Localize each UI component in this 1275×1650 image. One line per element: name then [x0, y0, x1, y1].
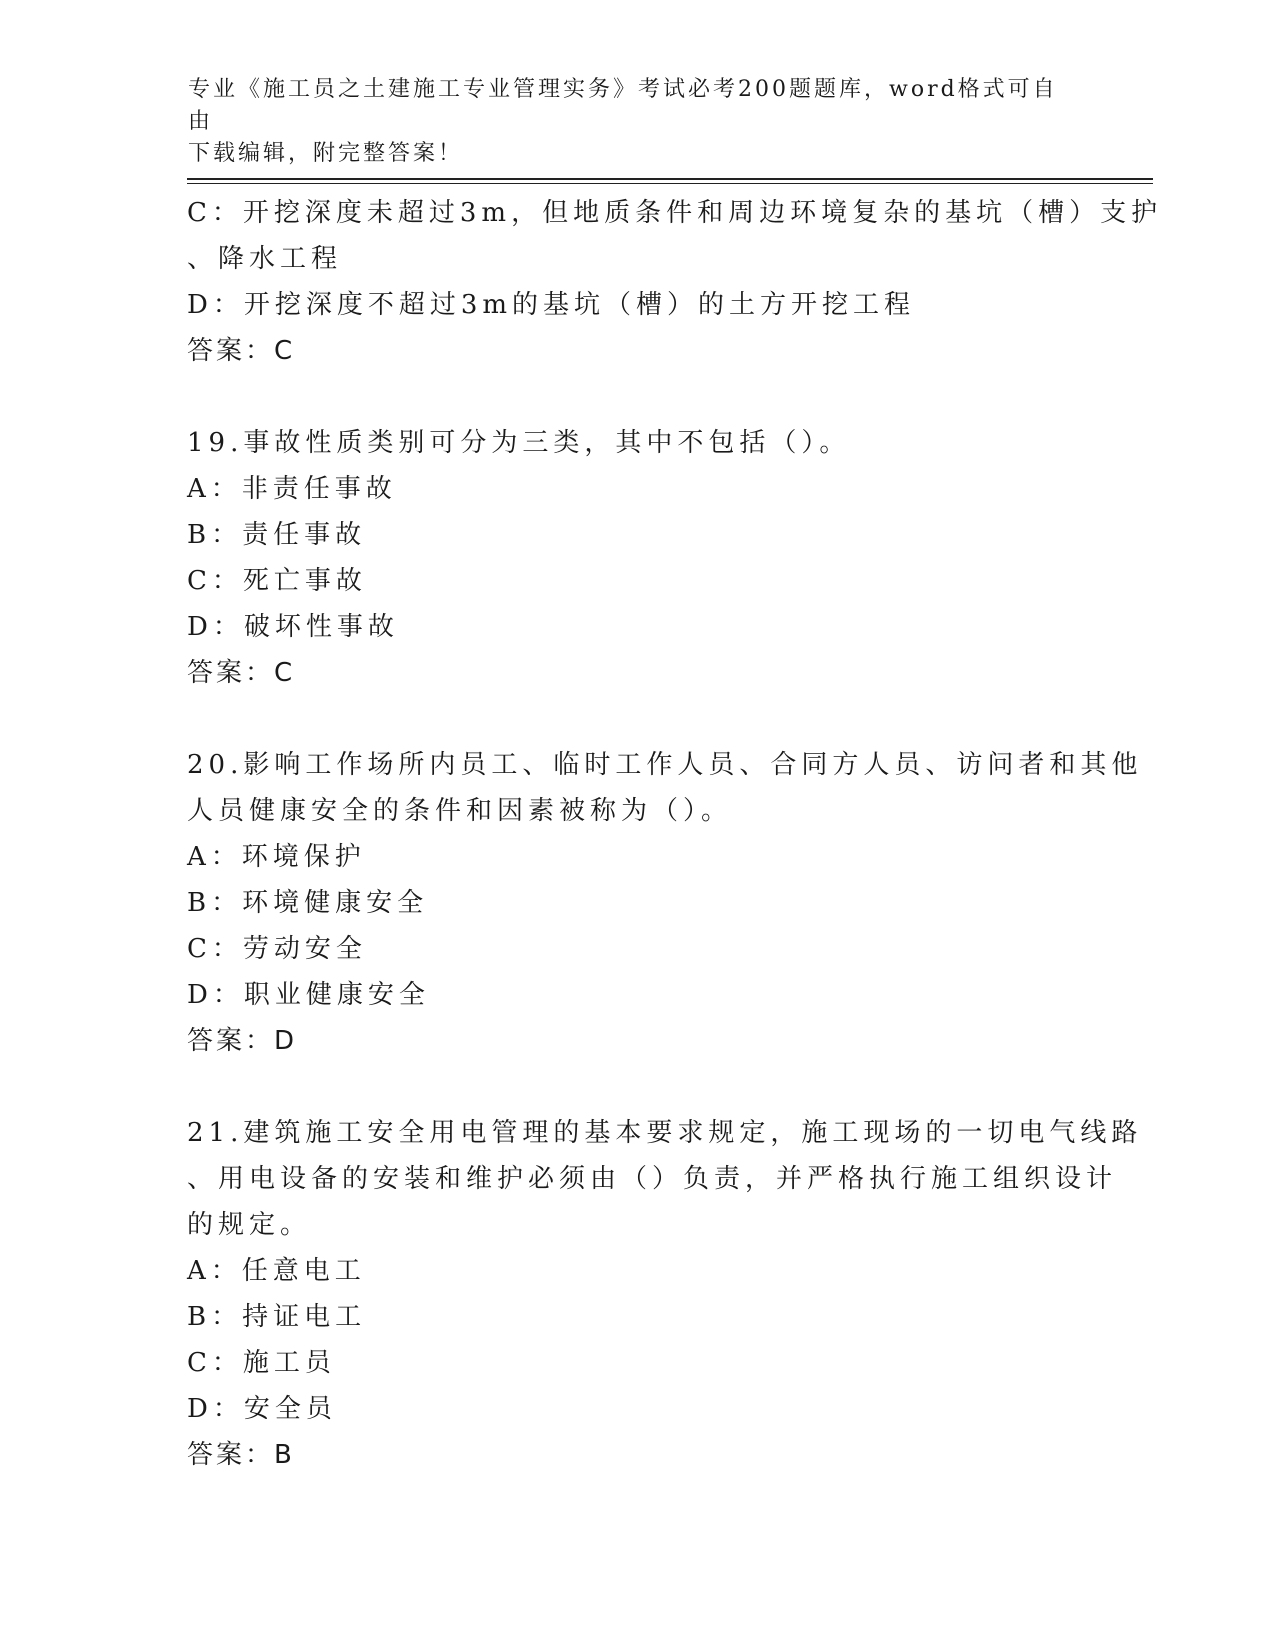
question-block-20 [187, 742, 1143, 1064]
question-stem-line-3: 的规定。 [187, 1210, 312, 1240]
question-stem-line-1: 21.建筑施工安全用电管理的基本要求规定，施工现场的一切电气线路 [187, 1118, 1143, 1148]
spacer [187, 374, 1087, 420]
answer-line: 答案：B [187, 1440, 295, 1470]
document-header [188, 74, 1068, 170]
question-stem-line-2: 、用电设备的安装和维护必须由（）负责，并严格执行施工组织设计 [187, 1164, 1118, 1194]
option-d: D：破坏性事故 [187, 612, 399, 642]
option-a: A：任意电工 [187, 1256, 366, 1286]
header-line-1: 专业《施工员之土建施工专业管理实务》考试必考200题题库，word格式可自由 [188, 77, 1058, 134]
option-a: A：环境保护 [187, 842, 366, 872]
question-block-21 [187, 1110, 1143, 1478]
option-b: B：持证电工 [187, 1302, 367, 1332]
question-stem: 19.事故性质类别可分为三类，其中不包括（）。 [187, 428, 851, 458]
spacer [187, 696, 1087, 742]
question-stem-line-1: 20.影响工作场所内员工、临时工作人员、合同方人员、访问者和其他 [187, 750, 1143, 780]
question-stem-line-2: 人员健康安全的条件和因素被称为（）。 [187, 796, 733, 826]
question-block-18 [187, 190, 1163, 374]
option-d: D：开挖深度不超过3m的基坑（槽）的土方开挖工程 [187, 290, 916, 320]
option-c: C：死亡事故 [187, 566, 367, 596]
option-b: B：环境健康安全 [187, 888, 429, 918]
option-c: C：施工员 [187, 1348, 336, 1378]
option-c-line-1: C：开挖深度未超过3m，但地质条件和周边环境复杂的基坑（槽）支护 [187, 198, 1163, 228]
header-divider-thin [187, 183, 1153, 184]
question-block-19 [187, 420, 1087, 696]
answer-line: 答案：C [187, 658, 296, 688]
option-d: D：职业健康安全 [187, 980, 430, 1010]
header-line-2: 下载编辑，附完整答案！ [188, 141, 464, 166]
option-b: B：责任事故 [187, 520, 367, 550]
option-c: C：劳动安全 [187, 934, 367, 964]
option-c-line-2: 、降水工程 [187, 244, 343, 274]
header-divider-thick [187, 178, 1153, 180]
option-d: D：安全员 [187, 1394, 337, 1424]
answer-line: 答案：C [187, 336, 296, 366]
answer-line: 答案：D [187, 1026, 298, 1056]
option-a: A：非责任事故 [187, 474, 397, 504]
question-list [187, 190, 1163, 1478]
spacer [187, 1064, 1087, 1110]
